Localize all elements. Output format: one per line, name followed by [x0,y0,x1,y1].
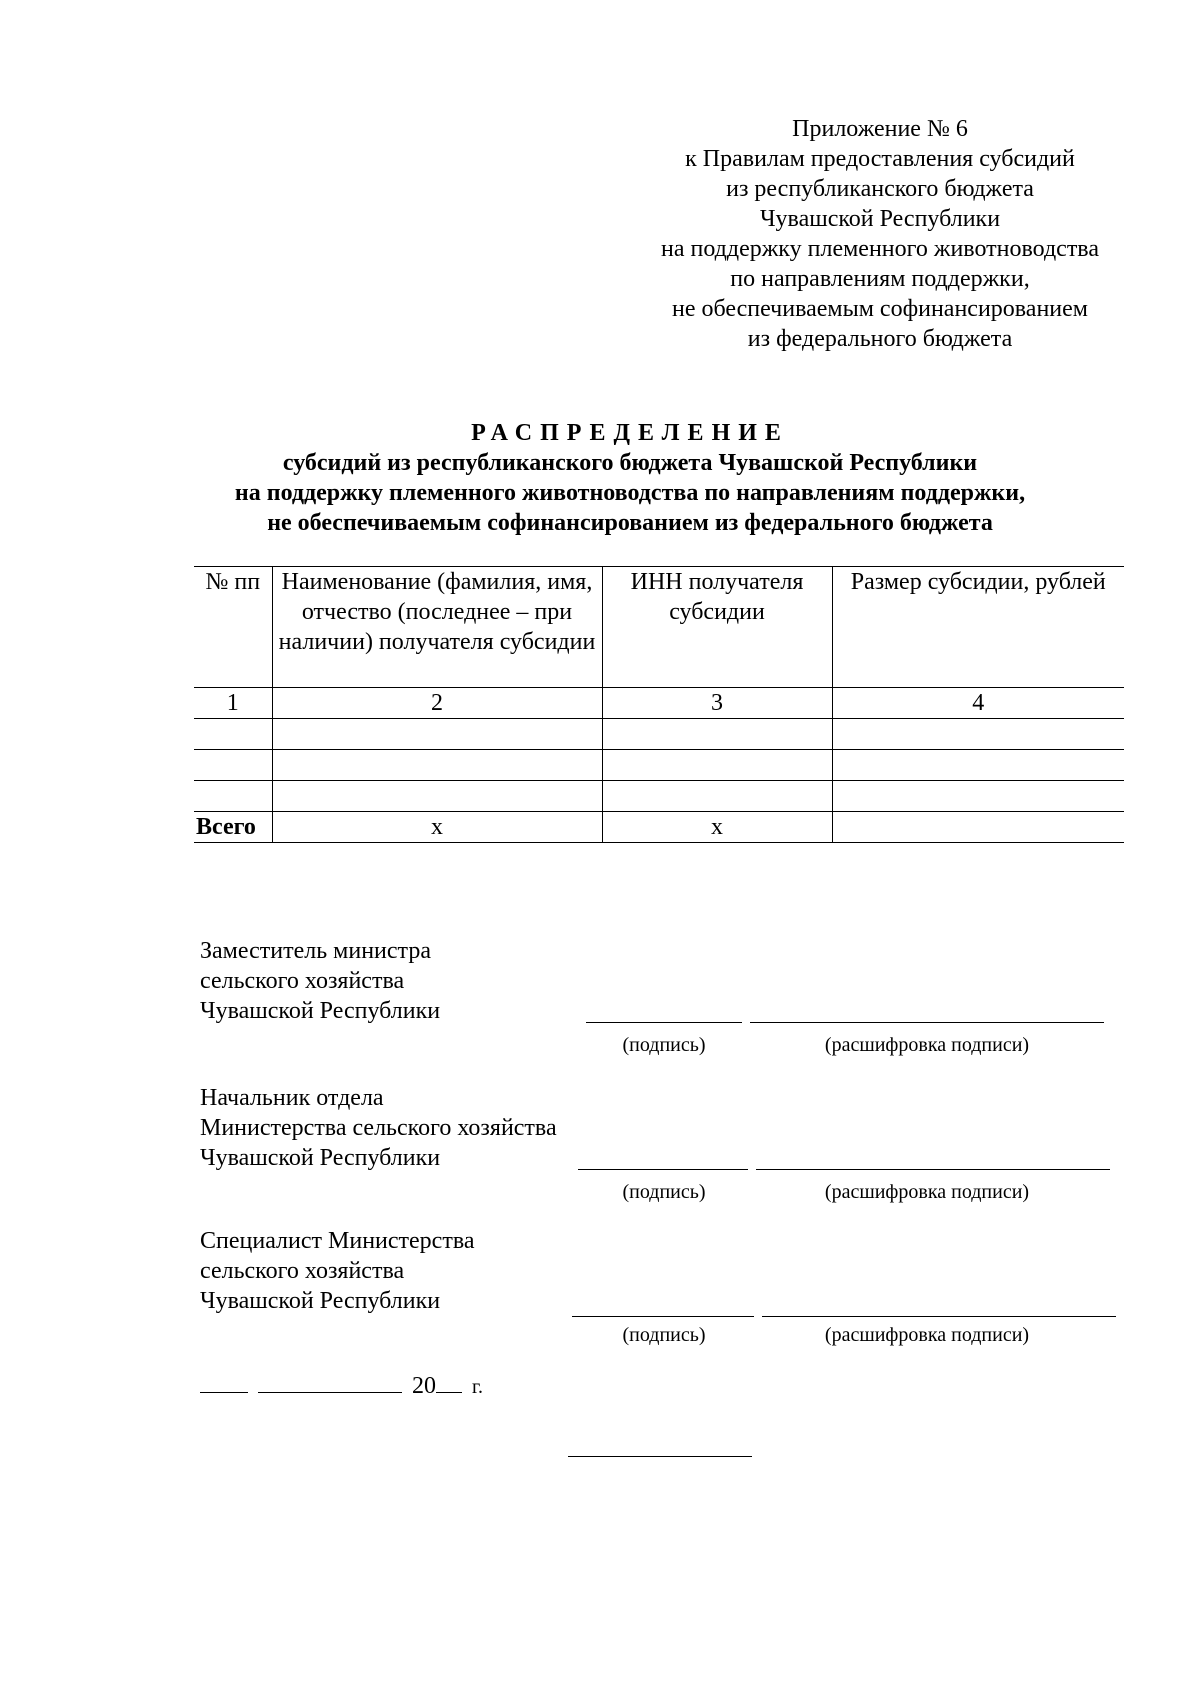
header-inn: ИНН получателя субсидии [602,567,832,688]
table-cell [602,750,832,781]
table-cell [194,719,272,750]
position-line: Чувашской Республики [200,1145,441,1171]
signature-line [586,1022,742,1023]
column-number: 2 [272,688,602,719]
table-cell [832,750,1124,781]
table-cell [272,781,602,812]
signature-line [572,1316,754,1317]
position-line: Начальник отдела [200,1085,384,1111]
total-name-cell: х [272,812,602,843]
table-cell [832,781,1124,812]
signature-caption: (подпись) [622,1324,706,1346]
table-cell [602,719,832,750]
header-name: Наименование (фамилия, имя, отчество (последнее – при наличии) получателя субсидии [272,567,602,688]
appendix-line: по направлениям поддержки, [730,266,1030,292]
appendix-note [600,114,1160,354]
total-amount-cell [832,812,1124,843]
title-line: субсидий из республиканского бюджета Чувашской Республики [282,450,978,476]
table-row [194,781,1124,812]
title-line: на поддержку племенного животноводства по направлениям поддержки, [234,480,1026,506]
signature-decode-caption: (расшифровка подписи) [824,1324,1030,1346]
signature-block-department-head [200,1083,1140,1203]
year-blank [436,1370,462,1393]
date-line [200,1370,483,1402]
header-number: № пп [194,567,272,688]
table-cell [832,719,1124,750]
appendix-line: не обеспечиваемым софинансированием [671,296,1088,322]
signature-block-deputy-minister [200,936,1140,1056]
header-amount: Размер субсидии, рублей [832,567,1124,688]
appendix-line: из республиканского бюджета [726,176,1034,202]
appendix-line: к Правилам предоставления субсидий [685,146,1075,172]
position-line: Чувашской Республики [200,1288,441,1314]
document-title [130,418,1130,538]
appendix-line: Приложение № 6 [792,116,968,142]
signature-decode-line [756,1169,1110,1170]
total-inn-cell: х [602,812,832,843]
year-suffix: г. [472,1376,483,1398]
total-label: Всего [194,812,272,843]
table-number-row [194,688,1124,719]
signature-block-specialist [200,1226,1140,1346]
position-line: Заместитель министра [200,938,431,964]
table-cell [272,719,602,750]
title-line: не обеспечиваемым софинансированием из федерального бюджета [267,510,993,536]
position-line: Чувашской Республики [200,998,441,1024]
table-header-row [194,567,1124,688]
appendix-line: на поддержку племенного животноводства [661,236,1099,262]
table-cell [194,750,272,781]
column-number: 3 [602,688,832,719]
year-prefix: 20 [412,1373,436,1399]
position-line: Специалист Министерства [200,1228,475,1254]
signature-decode-line [762,1316,1116,1317]
table-total-row [194,812,1124,843]
position-line: сельского хозяйства [200,968,405,994]
table-row [194,750,1124,781]
table-cell [272,750,602,781]
column-number: 4 [832,688,1124,719]
appendix-line: Чувашской Республики [759,206,1001,232]
signature-decode-line [750,1022,1104,1023]
appendix-line: из федерального бюджета [747,326,1013,352]
position-line: сельского хозяйства [200,1258,405,1284]
end-divider [568,1456,752,1457]
signature-decode-caption: (расшифровка подписи) [824,1034,1030,1056]
signature-caption: (подпись) [622,1181,706,1203]
title-heading: РАСПРЕДЕЛЕНИЕ [471,420,789,446]
signature-line [578,1169,748,1170]
column-number: 1 [194,688,272,719]
signature-decode-caption: (расшифровка подписи) [824,1181,1030,1203]
signature-caption: (подпись) [622,1034,706,1056]
table-row [194,719,1124,750]
position-line: Министерства сельского хозяйства [200,1115,557,1141]
table-cell [602,781,832,812]
table-cell [194,781,272,812]
month-blank [258,1370,402,1393]
distribution-table [194,566,1124,843]
day-blank [200,1370,248,1393]
